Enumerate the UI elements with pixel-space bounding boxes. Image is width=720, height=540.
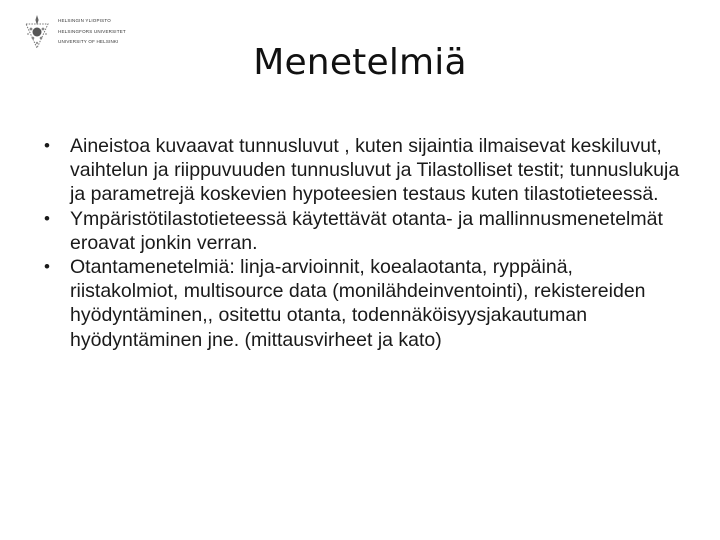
bullet-text: Ympäristötilastotieteessä käytettävät otanta- ja mallinnusmenetelmät eroavat jonkin verran. <box>70 207 663 254</box>
bullet-item <box>44 134 684 207</box>
logo-line-sv: HELSINGFORS UNIVERSITET <box>58 28 126 34</box>
bullet-marker: • <box>44 208 50 228</box>
bullet-item <box>44 255 684 352</box>
slide-title: Menetelmiä <box>253 42 467 83</box>
bullet-marker: • <box>44 136 50 155</box>
bullet-text: Otantamenetelmiä: linja-arvioinnit, koealaotanta, ryppäinä, riistakolmiot, multisource data (monilähdeinventointi), rekistereiden hyödyntäminen,, ositettu otanta, todennäköisyysjakautuman hyödyntäminen jne. (mittausvirheet ja kato) <box>70 256 646 351</box>
logo-line-en: UNIVERSITY OF HELSINKI <box>58 39 119 44</box>
bullet-text: Aineistoa kuvaavat tunnusluvut , kuten sijaintia ilmaisevat keskiluvut, vaihtelun ja riippuvuuden tunnusluvut ja Tilastolliset testit; tunnuslukuja ja parametrejä koskevien hypoteesien testaus kuten tilastotieteessä. <box>70 135 680 206</box>
bullet-marker: • <box>44 257 50 277</box>
bullet-item <box>44 207 684 255</box>
bullet-list <box>44 134 684 352</box>
logo-line-fi: HELSINGIN YLIOPISTO <box>58 18 111 23</box>
